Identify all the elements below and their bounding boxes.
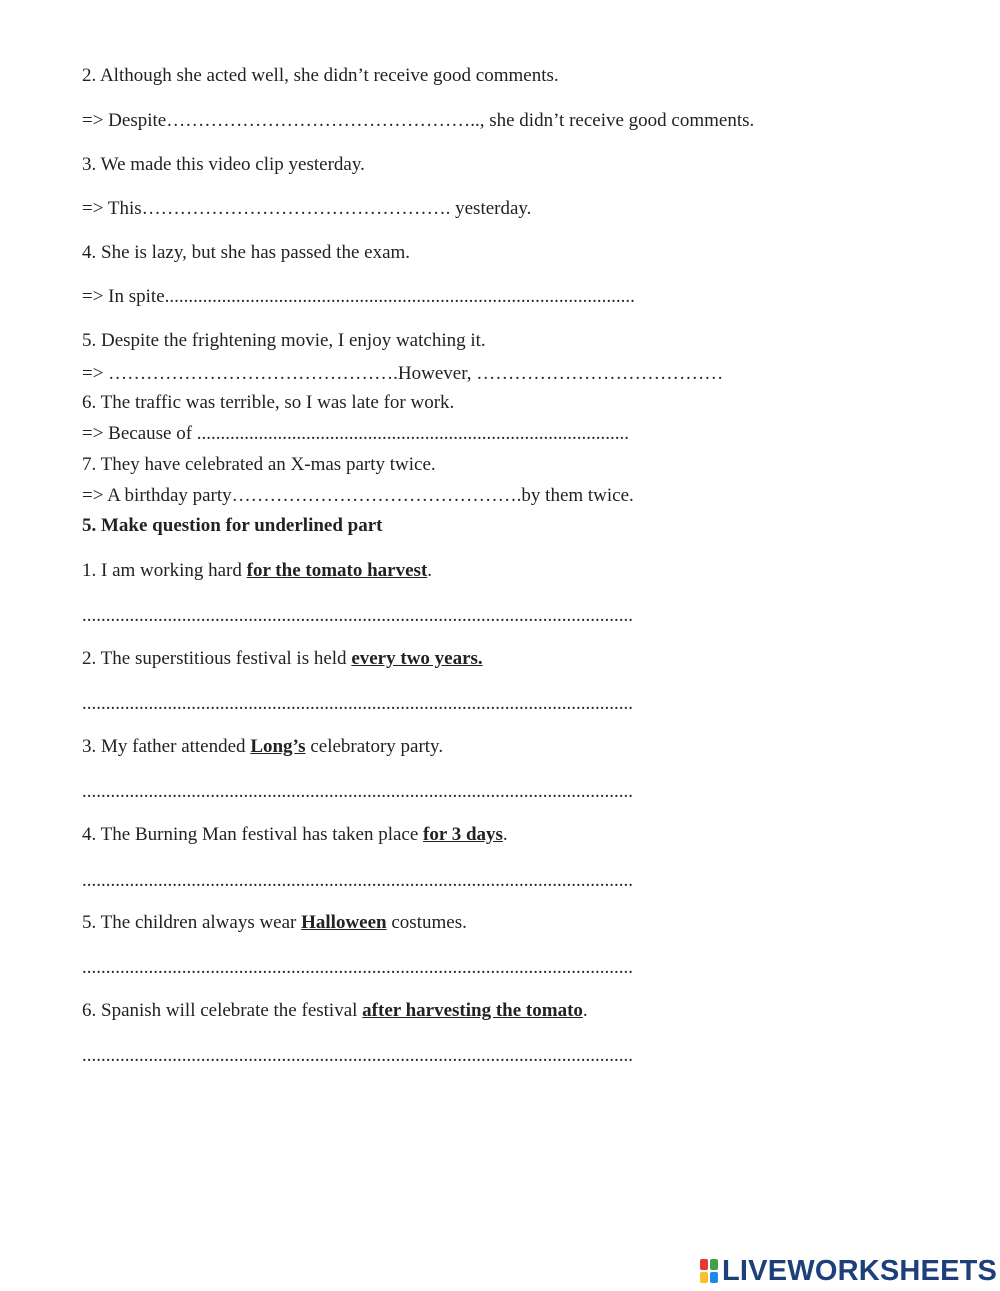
answer-line-6[interactable]: .................................................................................................................... — [82, 1045, 633, 1066]
question-7-text: 7. They have celebrated an X-mas party twice. — [82, 454, 436, 475]
underlined-part: after harvesting the tomato — [362, 1000, 583, 1021]
logo-square-red — [700, 1259, 708, 1270]
underlined-part: Long’s — [250, 736, 306, 757]
answer-line-5[interactable]: .................................................................................................................... — [82, 957, 633, 978]
question-4-text: 4. She is lazy, but she has passed the exam. — [82, 242, 411, 263]
answer-line-3[interactable]: .................................................................................................................... — [82, 781, 633, 802]
logo-square-yellow — [700, 1272, 708, 1283]
question-text: 2. The superstitious festival is held — [82, 648, 352, 669]
question-5-text: 5. Despite the frightening movie, I enjoy watching it. — [82, 330, 486, 351]
underlined-part: for the tomato harvest — [246, 560, 428, 581]
question-text-end: celebratory party. — [305, 736, 444, 757]
section-5-heading: 5. Make question for underlined part — [82, 515, 383, 536]
question-text: 4. The Burning Man festival has taken place — [82, 824, 424, 845]
question-text: 1. I am working hard — [82, 560, 247, 581]
answer-2-blank[interactable]: => Despite………………………………………….., she didn’t receive good comments. — [82, 110, 755, 131]
answer-line-2[interactable]: .................................................................................................................... — [82, 693, 633, 714]
underline-question-2 — [82, 647, 483, 671]
liveworksheets-logo-text: LIVEWORKSHEETS — [722, 1254, 998, 1287]
question-text-end: . — [582, 1000, 588, 1021]
question-text: 3. My father attended — [82, 736, 251, 757]
question-text-end: . — [502, 824, 508, 845]
logo-square-blue — [710, 1272, 718, 1283]
underline-question-6 — [82, 999, 588, 1023]
underlined-part: every two years. — [351, 648, 483, 669]
question-6-text: 6. The traffic was terrible, so I was late for work. — [82, 392, 455, 413]
answer-3-blank[interactable]: => This…………………………………………. yesterday. — [82, 198, 532, 219]
answer-line-4[interactable]: .................................................................................................................... — [82, 870, 633, 891]
question-text-end: . — [427, 560, 433, 581]
question-text: 5. The children always wear — [82, 912, 302, 933]
question-text: 6. Spanish will celebrate the festival — [82, 1000, 363, 1021]
underline-question-3 — [82, 735, 443, 759]
underlined-part: Halloween — [301, 912, 387, 933]
logo-square-green — [710, 1259, 718, 1270]
answer-5-blank[interactable]: => ……………………………………….However, ………………………………… — [82, 363, 724, 384]
underline-question-5 — [82, 911, 467, 935]
question-3-text: 3. We made this video clip yesterday. — [82, 154, 365, 175]
answer-7-blank[interactable]: => A birthday party……………………………………….by them twice. — [82, 485, 634, 506]
question-2-text: 2. Although she acted well, she didn’t receive good comments. — [82, 65, 559, 86]
answer-line-1[interactable]: .................................................................................................................... — [82, 605, 633, 626]
answer-4-blank[interactable]: => In spite................................................................................................... — [82, 286, 635, 307]
underline-question-1 — [82, 559, 432, 583]
answer-6-blank[interactable]: => Because of ........................................................................................... — [82, 423, 630, 444]
liveworksheets-logo-icon — [699, 1258, 719, 1284]
underlined-part: for 3 days — [423, 824, 503, 845]
liveworksheets-logo — [699, 1255, 997, 1287]
question-text-end: costumes. — [386, 912, 467, 933]
underline-question-4 — [82, 823, 508, 847]
